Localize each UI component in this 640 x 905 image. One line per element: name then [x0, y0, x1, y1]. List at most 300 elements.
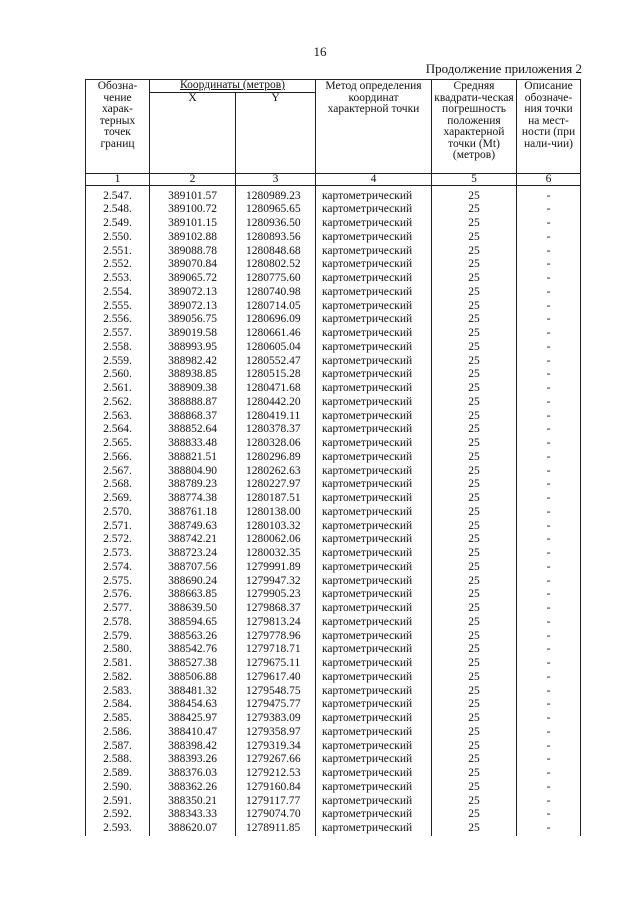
table-row: [86, 368, 581, 382]
table-row: [86, 258, 581, 272]
x-coordinate-cell: 388393.26: [150, 753, 236, 767]
error-cell: 25: [432, 217, 517, 231]
method-cell: картометрический: [316, 396, 432, 410]
description-cell: -: [517, 506, 581, 520]
x-coordinate-cell: 388742.21: [150, 533, 236, 547]
error-cell: 25: [432, 533, 517, 547]
y-coordinate-cell: 1280378.37: [236, 423, 316, 437]
header-method: Метод определения координат характерной точки: [316, 80, 432, 174]
table-row: [86, 520, 581, 534]
description-cell: -: [517, 602, 581, 616]
method-cell: картометрический: [316, 753, 432, 767]
x-coordinate-cell: 388362.26: [150, 781, 236, 795]
error-cell: 25: [432, 808, 517, 822]
error-cell: 25: [432, 272, 517, 286]
error-cell: 25: [432, 643, 517, 657]
error-cell: 25: [432, 245, 517, 259]
point-id-cell: 2.591.: [86, 795, 150, 809]
point-id-cell: 2.559.: [86, 355, 150, 369]
table-row: [86, 767, 581, 781]
table-row: [86, 478, 581, 492]
description-cell: -: [517, 341, 581, 355]
column-number-3: 3: [236, 173, 316, 185]
description-cell: -: [517, 286, 581, 300]
description-cell: -: [517, 492, 581, 506]
x-coordinate-cell: 388398.42: [150, 740, 236, 754]
description-cell: -: [517, 410, 581, 424]
y-coordinate-cell: 1280032.35: [236, 547, 316, 561]
method-cell: картометрический: [316, 410, 432, 424]
point-id-cell: 2.587.: [86, 740, 150, 754]
error-cell: 25: [432, 258, 517, 272]
point-id-cell: 2.554.: [86, 286, 150, 300]
table-row: [86, 533, 581, 547]
header-coordinates: Координаты (метров): [150, 80, 316, 93]
description-cell: -: [517, 616, 581, 630]
y-coordinate-cell: 1279319.34: [236, 740, 316, 754]
method-cell: картометрический: [316, 561, 432, 575]
point-id-cell: 2.548.: [86, 203, 150, 217]
point-id-cell: 2.557.: [86, 327, 150, 341]
description-cell: -: [517, 327, 581, 341]
method-cell: картометрический: [316, 478, 432, 492]
error-cell: 25: [432, 726, 517, 740]
table-row: [86, 781, 581, 795]
point-id-cell: 2.583.: [86, 685, 150, 699]
method-cell: картометрический: [316, 185, 432, 203]
method-cell: картометрический: [316, 795, 432, 809]
method-cell: картометрический: [316, 245, 432, 259]
method-cell: картометрический: [316, 368, 432, 382]
y-coordinate-cell: 1280262.63: [236, 465, 316, 479]
error-cell: 25: [432, 685, 517, 699]
y-coordinate-cell: 1279383.09: [236, 712, 316, 726]
x-coordinate-cell: 389019.58: [150, 327, 236, 341]
y-coordinate-cell: 1279074.70: [236, 808, 316, 822]
point-id-cell: 2.571.: [86, 520, 150, 534]
point-id-cell: 2.567.: [86, 465, 150, 479]
method-cell: картометрический: [316, 740, 432, 754]
y-coordinate-cell: 1279905.23: [236, 588, 316, 602]
x-coordinate-cell: 389101.57: [150, 185, 236, 203]
error-cell: 25: [432, 740, 517, 754]
x-coordinate-cell: 388852.64: [150, 423, 236, 437]
method-cell: картометрический: [316, 203, 432, 217]
x-coordinate-cell: 388982.42: [150, 355, 236, 369]
y-coordinate-cell: 1279947.32: [236, 575, 316, 589]
y-coordinate-cell: 1280328.06: [236, 437, 316, 451]
error-cell: 25: [432, 575, 517, 589]
point-id-cell: 2.562.: [86, 396, 150, 410]
x-coordinate-cell: 388749.63: [150, 520, 236, 534]
point-id-cell: 2.584.: [86, 698, 150, 712]
point-id-cell: 2.578.: [86, 616, 150, 630]
table-row: [86, 396, 581, 410]
x-coordinate-cell: 388761.18: [150, 506, 236, 520]
description-cell: -: [517, 671, 581, 685]
y-coordinate-cell: 1280661.46: [236, 327, 316, 341]
y-coordinate-cell: 1279160.84: [236, 781, 316, 795]
error-cell: 25: [432, 286, 517, 300]
y-coordinate-cell: 1279117.77: [236, 795, 316, 809]
method-cell: картометрический: [316, 643, 432, 657]
y-coordinate-cell: 1280296.89: [236, 451, 316, 465]
point-id-cell: 2.581.: [86, 657, 150, 671]
y-coordinate-cell: 1279475.77: [236, 698, 316, 712]
method-cell: картометрический: [316, 451, 432, 465]
x-coordinate-cell: 388821.51: [150, 451, 236, 465]
method-cell: картометрический: [316, 630, 432, 644]
point-id-cell: 2.573.: [86, 547, 150, 561]
table-row: [86, 410, 581, 424]
x-coordinate-cell: 388690.24: [150, 575, 236, 589]
description-cell: -: [517, 258, 581, 272]
error-cell: 25: [432, 341, 517, 355]
header-x: X: [150, 92, 236, 173]
point-id-cell: 2.579.: [86, 630, 150, 644]
table-row: [86, 272, 581, 286]
point-id-cell: 2.592.: [86, 808, 150, 822]
point-id-cell: 2.593.: [86, 822, 150, 836]
point-id-cell: 2.547.: [86, 185, 150, 203]
x-coordinate-cell: 389100.72: [150, 203, 236, 217]
method-cell: картометрический: [316, 272, 432, 286]
x-coordinate-cell: 388542.76: [150, 643, 236, 657]
column-number-2: 2: [150, 173, 236, 185]
error-cell: 25: [432, 231, 517, 245]
description-cell: -: [517, 726, 581, 740]
error-cell: 25: [432, 410, 517, 424]
x-coordinate-cell: 389056.75: [150, 313, 236, 327]
method-cell: картометрический: [316, 822, 432, 836]
point-id-cell: 2.566.: [86, 451, 150, 465]
table-row: [86, 327, 581, 341]
table-row: [86, 588, 581, 602]
description-cell: -: [517, 478, 581, 492]
table-row: [86, 451, 581, 465]
table-row: [86, 643, 581, 657]
error-cell: 25: [432, 396, 517, 410]
method-cell: картометрический: [316, 506, 432, 520]
error-cell: 25: [432, 698, 517, 712]
method-cell: картометрический: [316, 547, 432, 561]
column-number-5: 5: [432, 173, 517, 185]
point-id-cell: 2.569.: [86, 492, 150, 506]
description-cell: -: [517, 808, 581, 822]
method-cell: картометрический: [316, 616, 432, 630]
error-cell: 25: [432, 822, 517, 836]
table-row: [86, 382, 581, 396]
point-id-cell: 2.576.: [86, 588, 150, 602]
error-cell: 25: [432, 520, 517, 534]
y-coordinate-cell: 1280893.56: [236, 231, 316, 245]
y-coordinate-cell: 1280775.60: [236, 272, 316, 286]
error-cell: 25: [432, 657, 517, 671]
description-cell: -: [517, 547, 581, 561]
error-cell: 25: [432, 327, 517, 341]
table-row: [86, 217, 581, 231]
y-coordinate-cell: 1280138.00: [236, 506, 316, 520]
table-row: [86, 506, 581, 520]
error-cell: 25: [432, 185, 517, 203]
table-row: [86, 808, 581, 822]
x-coordinate-cell: 388410.47: [150, 726, 236, 740]
x-coordinate-cell: 388425.97: [150, 712, 236, 726]
error-cell: 25: [432, 203, 517, 217]
y-coordinate-cell: 1279868.37: [236, 602, 316, 616]
method-cell: картометрический: [316, 808, 432, 822]
y-coordinate-cell: 1279718.71: [236, 643, 316, 657]
y-coordinate-cell: 1280605.04: [236, 341, 316, 355]
method-cell: картометрический: [316, 327, 432, 341]
description-cell: -: [517, 753, 581, 767]
table-row: [86, 286, 581, 300]
error-cell: 25: [432, 382, 517, 396]
method-cell: картометрический: [316, 575, 432, 589]
y-coordinate-cell: 1279813.24: [236, 616, 316, 630]
description-cell: -: [517, 355, 581, 369]
table-row: [86, 185, 581, 203]
page-number: 16: [313, 44, 327, 59]
table-row: [86, 245, 581, 259]
error-cell: 25: [432, 753, 517, 767]
description-cell: -: [517, 451, 581, 465]
point-id-cell: 2.589.: [86, 767, 150, 781]
error-cell: 25: [432, 712, 517, 726]
table-row: [86, 630, 581, 644]
error-cell: 25: [432, 781, 517, 795]
description-cell: -: [517, 300, 581, 314]
x-coordinate-cell: 388594.65: [150, 616, 236, 630]
x-coordinate-cell: 389072.13: [150, 286, 236, 300]
y-coordinate-cell: 1279675.11: [236, 657, 316, 671]
point-id-cell: 2.565.: [86, 437, 150, 451]
table-row: [86, 547, 581, 561]
y-coordinate-cell: 1280062.06: [236, 533, 316, 547]
x-coordinate-cell: 388868.37: [150, 410, 236, 424]
description-cell: -: [517, 217, 581, 231]
x-coordinate-cell: 388620.07: [150, 822, 236, 836]
x-coordinate-cell: 388639.50: [150, 602, 236, 616]
description-cell: -: [517, 643, 581, 657]
method-cell: картометрический: [316, 382, 432, 396]
table-row: [86, 465, 581, 479]
table-body: [86, 185, 581, 836]
point-id-cell: 2.552.: [86, 258, 150, 272]
x-coordinate-cell: 389070.84: [150, 258, 236, 272]
x-coordinate-cell: 388723.24: [150, 547, 236, 561]
y-coordinate-cell: 1279267.66: [236, 753, 316, 767]
description-cell: -: [517, 781, 581, 795]
y-coordinate-cell: 1280936.50: [236, 217, 316, 231]
y-coordinate-cell: 1280714.05: [236, 300, 316, 314]
point-id-cell: 2.556.: [86, 313, 150, 327]
method-cell: картометрический: [316, 437, 432, 451]
x-coordinate-cell: 388563.26: [150, 630, 236, 644]
description-cell: -: [517, 245, 581, 259]
y-coordinate-cell: 1280848.68: [236, 245, 316, 259]
x-coordinate-cell: 388774.38: [150, 492, 236, 506]
method-cell: картометрический: [316, 685, 432, 699]
method-cell: картометрический: [316, 767, 432, 781]
y-coordinate-cell: 1280187.51: [236, 492, 316, 506]
error-cell: 25: [432, 588, 517, 602]
header-designation: Обозна-чение харак-терных точек границ: [86, 80, 150, 174]
point-id-cell: 2.586.: [86, 726, 150, 740]
y-coordinate-cell: 1279212.53: [236, 767, 316, 781]
table-row: [86, 423, 581, 437]
description-cell: -: [517, 657, 581, 671]
point-id-cell: 2.553.: [86, 272, 150, 286]
point-id-cell: 2.577.: [86, 602, 150, 616]
x-coordinate-cell: 388789.23: [150, 478, 236, 492]
y-coordinate-cell: 1280419.11: [236, 410, 316, 424]
x-coordinate-cell: 389072.13: [150, 300, 236, 314]
header-description: Описание обозначе-ния точки на мест-ности (при нали-чии): [517, 80, 581, 174]
x-coordinate-cell: 388663.85: [150, 588, 236, 602]
table-row: [86, 712, 581, 726]
point-id-cell: 2.561.: [86, 382, 150, 396]
method-cell: картометрический: [316, 657, 432, 671]
method-cell: картометрический: [316, 533, 432, 547]
header-error: Средняя квадрати-ческая погрешность положения характерной точки (Mt) (метров): [432, 80, 517, 174]
y-coordinate-cell: 1279991.89: [236, 561, 316, 575]
y-coordinate-cell: 1280740.98: [236, 286, 316, 300]
error-cell: 25: [432, 437, 517, 451]
y-coordinate-cell: 1279548.75: [236, 685, 316, 699]
x-coordinate-cell: 389102.88: [150, 231, 236, 245]
table-row: [86, 203, 581, 217]
method-cell: картометрический: [316, 712, 432, 726]
description-cell: -: [517, 795, 581, 809]
table-row: [86, 616, 581, 630]
x-coordinate-cell: 388909.38: [150, 382, 236, 396]
column-number-4: 4: [316, 173, 432, 185]
x-coordinate-cell: 388481.32: [150, 685, 236, 699]
error-cell: 25: [432, 795, 517, 809]
continuation-label: Продолжение приложения 2: [425, 61, 582, 76]
y-coordinate-cell: 1279358.97: [236, 726, 316, 740]
description-cell: -: [517, 465, 581, 479]
error-cell: 25: [432, 547, 517, 561]
table-row: [86, 341, 581, 355]
method-cell: картометрический: [316, 258, 432, 272]
y-coordinate-cell: 1280965.65: [236, 203, 316, 217]
description-cell: -: [517, 185, 581, 203]
table-row: [86, 313, 581, 327]
y-coordinate-cell: 1279617.40: [236, 671, 316, 685]
description-cell: -: [517, 698, 581, 712]
table-row: [86, 740, 581, 754]
method-cell: картометрический: [316, 588, 432, 602]
description-cell: -: [517, 396, 581, 410]
description-cell: -: [517, 822, 581, 836]
method-cell: картометрический: [316, 341, 432, 355]
point-id-cell: 2.568.: [86, 478, 150, 492]
column-number-1: 1: [86, 173, 150, 185]
x-coordinate-cell: 388343.33: [150, 808, 236, 822]
point-id-cell: 2.588.: [86, 753, 150, 767]
x-coordinate-cell: 388833.48: [150, 437, 236, 451]
error-cell: 25: [432, 561, 517, 575]
point-id-cell: 2.558.: [86, 341, 150, 355]
description-cell: -: [517, 520, 581, 534]
description-cell: -: [517, 437, 581, 451]
header-y: Y: [236, 92, 316, 173]
error-cell: 25: [432, 451, 517, 465]
x-coordinate-cell: 388527.38: [150, 657, 236, 671]
table-row: [86, 602, 581, 616]
method-cell: картометрический: [316, 217, 432, 231]
method-cell: картометрический: [316, 492, 432, 506]
table-row: [86, 355, 581, 369]
error-cell: 25: [432, 630, 517, 644]
x-coordinate-cell: 388993.95: [150, 341, 236, 355]
description-cell: -: [517, 272, 581, 286]
x-coordinate-cell: 388376.03: [150, 767, 236, 781]
point-id-cell: 2.555.: [86, 300, 150, 314]
method-cell: картометрический: [316, 300, 432, 314]
point-id-cell: 2.585.: [86, 712, 150, 726]
x-coordinate-cell: 388804.90: [150, 465, 236, 479]
error-cell: 25: [432, 423, 517, 437]
description-cell: -: [517, 630, 581, 644]
column-number-6: 6: [517, 173, 581, 185]
x-coordinate-cell: 388938.85: [150, 368, 236, 382]
point-id-cell: 2.580.: [86, 643, 150, 657]
coordinates-table: [85, 79, 581, 836]
y-coordinate-cell: 1280471.68: [236, 382, 316, 396]
description-cell: -: [517, 740, 581, 754]
description-cell: -: [517, 368, 581, 382]
description-cell: -: [517, 203, 581, 217]
y-coordinate-cell: 1280552.47: [236, 355, 316, 369]
point-id-cell: 2.551.: [86, 245, 150, 259]
y-coordinate-cell: 1279778.96: [236, 630, 316, 644]
point-id-cell: 2.572.: [86, 533, 150, 547]
error-cell: 25: [432, 506, 517, 520]
x-coordinate-cell: 388888.87: [150, 396, 236, 410]
table-row: [86, 561, 581, 575]
error-cell: 25: [432, 492, 517, 506]
x-coordinate-cell: 388350.21: [150, 795, 236, 809]
table-row: [86, 231, 581, 245]
point-id-cell: 2.550.: [86, 231, 150, 245]
method-cell: картометрический: [316, 726, 432, 740]
point-id-cell: 2.560.: [86, 368, 150, 382]
error-cell: 25: [432, 671, 517, 685]
description-cell: -: [517, 561, 581, 575]
table-row: [86, 657, 581, 671]
y-coordinate-cell: 1280442.20: [236, 396, 316, 410]
y-coordinate-cell: 1280515.28: [236, 368, 316, 382]
error-cell: 25: [432, 767, 517, 781]
y-coordinate-cell: 1280103.32: [236, 520, 316, 534]
description-cell: -: [517, 588, 581, 602]
x-coordinate-cell: 389088.78: [150, 245, 236, 259]
description-cell: -: [517, 423, 581, 437]
method-cell: картометрический: [316, 465, 432, 479]
table-row: [86, 575, 581, 589]
point-id-cell: 2.574.: [86, 561, 150, 575]
x-coordinate-cell: 389065.72: [150, 272, 236, 286]
table-row: [86, 698, 581, 712]
error-cell: 25: [432, 355, 517, 369]
method-cell: картометрический: [316, 423, 432, 437]
method-cell: картометрический: [316, 698, 432, 712]
method-cell: картометрический: [316, 231, 432, 245]
table-row: [86, 671, 581, 685]
